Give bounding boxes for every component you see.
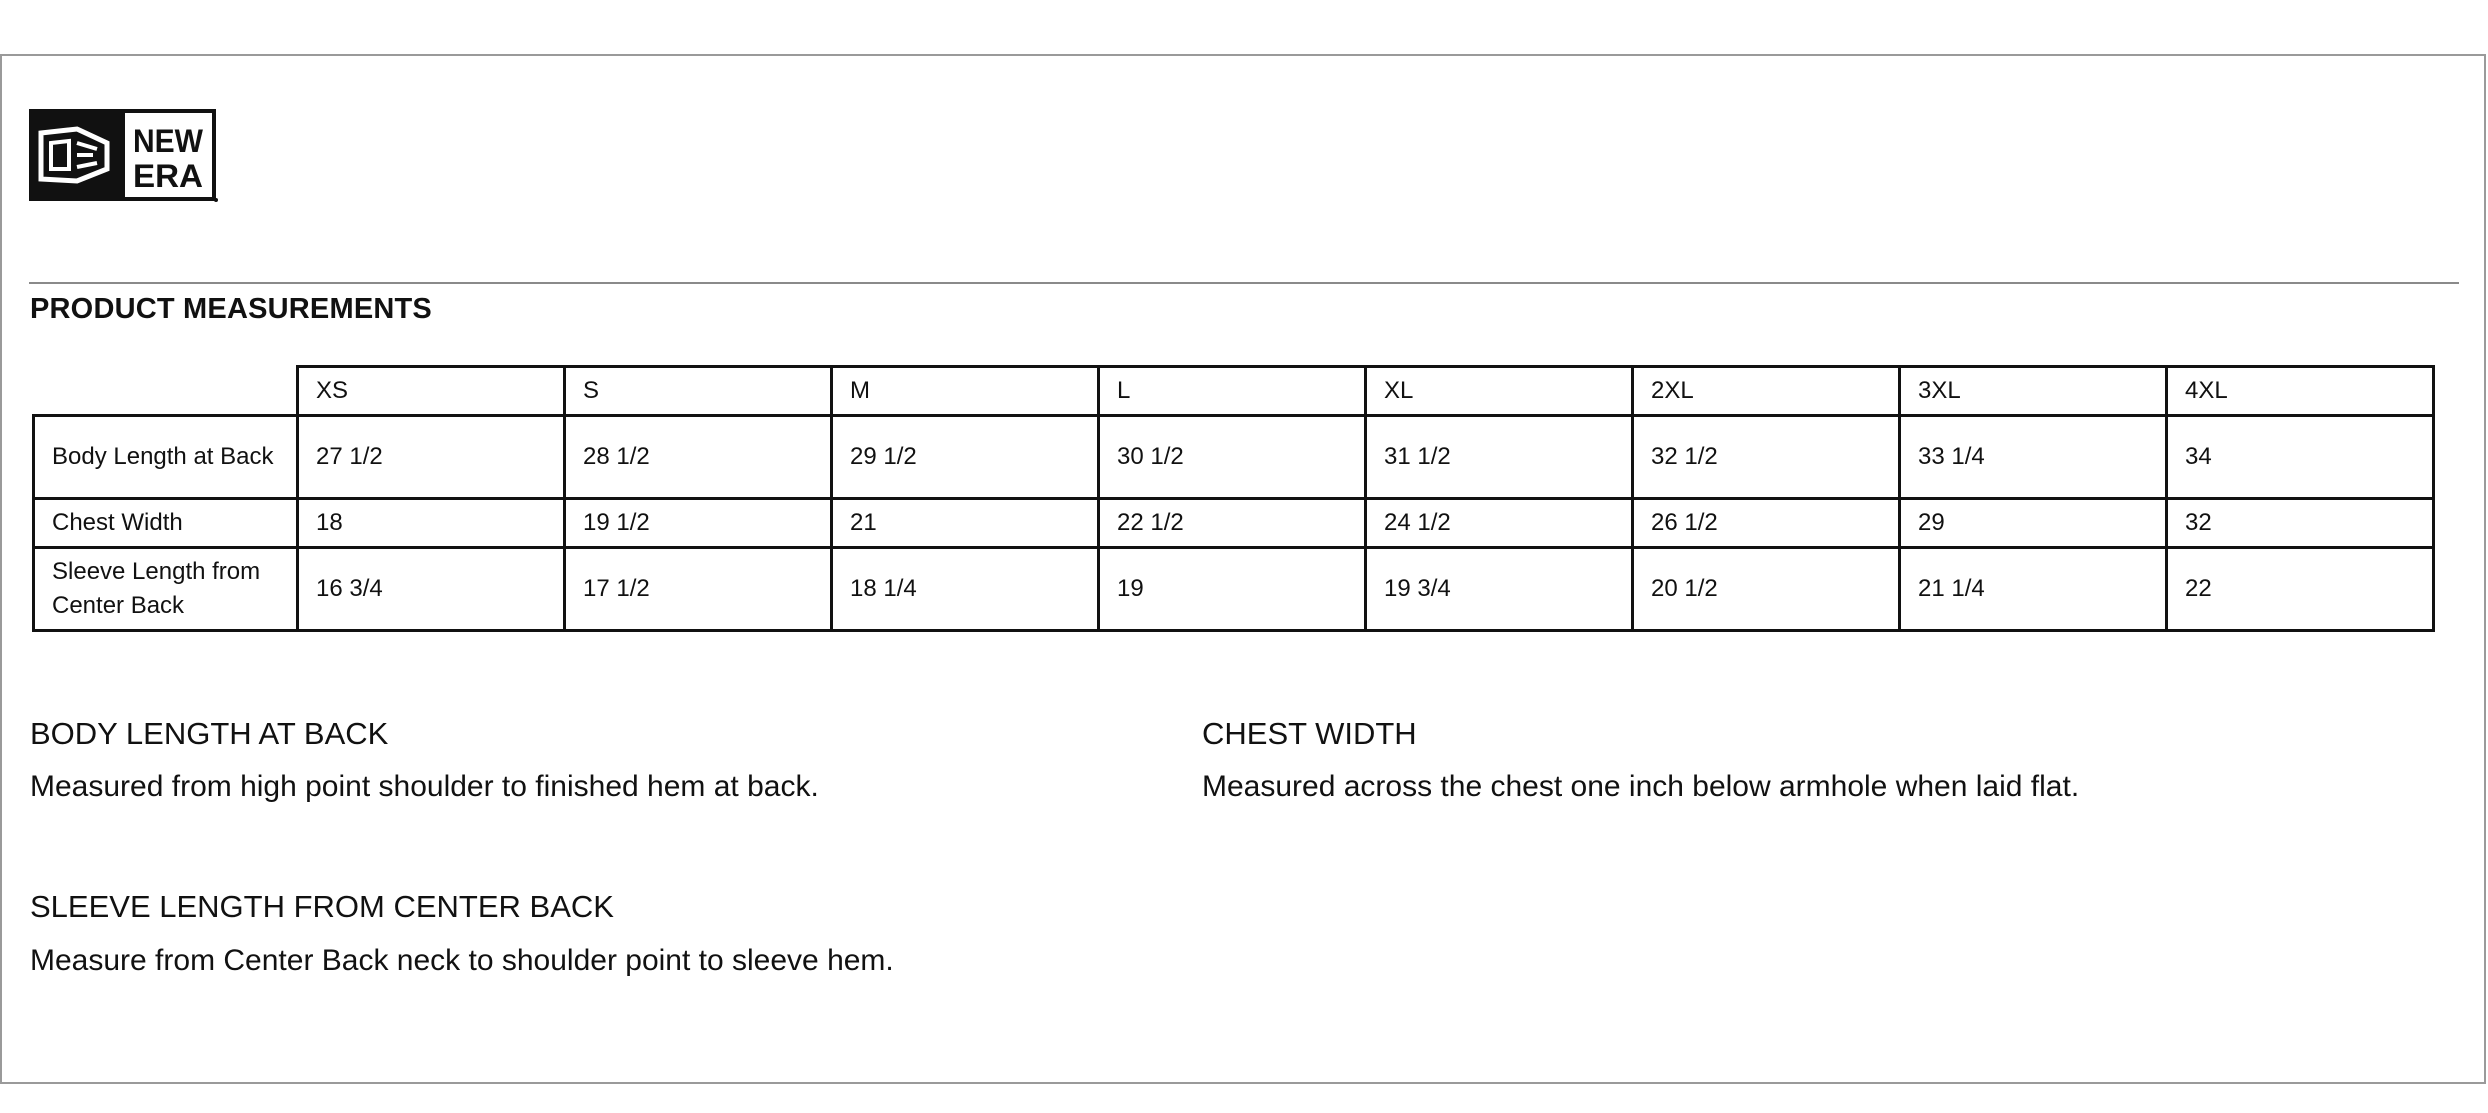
table-cell: 20 1/2 [1633,548,1900,631]
table-cell: 29 1/2 [832,416,1099,499]
table-cell: 16 3/4 [298,548,565,631]
table-row [34,499,2434,548]
size-header: XS [298,367,565,416]
table-cell: 32 1/2 [1633,416,1900,499]
sleeve-length-text: Measure from Center Back neck to shoulder point to sleeve hem. [30,944,894,977]
body-length-text: Measured from high point shoulder to finished hem at back. [30,770,819,803]
table-cell: 32 [2167,499,2434,548]
table-corner-cell [34,367,298,416]
size-header: XL [1366,367,1633,416]
size-header: S [565,367,832,416]
row-label: Body Length at Back [34,416,298,499]
table-cell: 22 1/2 [1099,499,1366,548]
table-cell: 19 [1099,548,1366,631]
size-header: L [1099,367,1366,416]
table-cell: 22 [2167,548,2434,631]
size-header: 2XL [1633,367,1900,416]
table-cell: 31 1/2 [1366,416,1633,499]
table-header-row [34,367,2434,416]
table-row [34,548,2434,631]
table-cell: 27 1/2 [298,416,565,499]
body-length-title: BODY LENGTH AT BACK [30,716,389,751]
table-cell: 34 [2167,416,2434,499]
chest-width-text: Measured across the chest one inch below armhole when laid flat. [1202,770,2080,803]
new-era-logo [29,109,219,203]
table-cell: 19 1/2 [565,499,832,548]
table-cell: 19 3/4 [1366,548,1633,631]
measurement-table [32,365,2435,632]
table-cell: 28 1/2 [565,416,832,499]
size-header: M [832,367,1099,416]
table-row [34,416,2434,499]
table-cell: 21 1/4 [1900,548,2167,631]
svg-text:ERA: ERA [133,158,203,194]
row-label: Chest Width [34,499,298,548]
table-cell: 18 1/4 [832,548,1099,631]
sleeve-length-title: SLEEVE LENGTH FROM CENTER BACK [30,889,614,924]
table-cell: 33 1/4 [1900,416,2167,499]
header-divider [29,282,2459,284]
row-label: Sleeve Length from Center Back [34,548,298,631]
svg-text:NEW: NEW [133,123,204,159]
size-header: 3XL [1900,367,2167,416]
size-header: 4XL [2167,367,2434,416]
chest-width-title: CHEST WIDTH [1202,716,1417,751]
table-cell: 18 [298,499,565,548]
table-cell: 21 [832,499,1099,548]
table-cell: 26 1/2 [1633,499,1900,548]
table-cell: 30 1/2 [1099,416,1366,499]
table-cell: 29 [1900,499,2167,548]
table-cell: 24 1/2 [1366,499,1633,548]
section-title: PRODUCT MEASUREMENTS [30,293,432,325]
table-cell: 17 1/2 [565,548,832,631]
